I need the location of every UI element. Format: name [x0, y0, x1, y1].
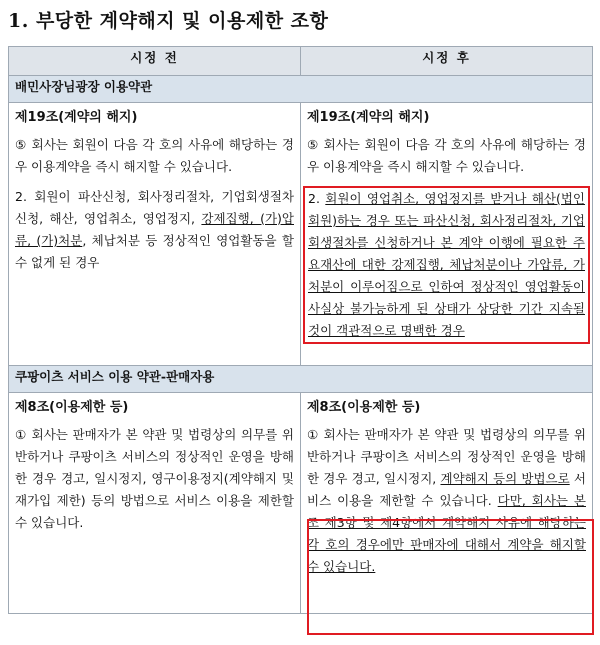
article-title: 제19조(계약의 해지) — [307, 110, 430, 125]
section-row — [9, 366, 593, 393]
underlined-text: 회원이 영업취소, 영업정지를 받거나 해산(법인 회원)하는 경우 또는 파산신청, 회사정리절차, 기업회생절차를 신청하거나 본 계약 이행에 필요한 주요재산에 대한 강제집행, 체납처분이나 가압류, 가처분이 이루어짐으로 인하여 정상적인 영업활동이 사실상 불가능하게 된 상태가 상당한 기간 지속될 것이 객관적으로 명백한 경우 — [308, 191, 586, 338]
header-before: 시정 전 — [9, 47, 301, 76]
article-title: 제19조(계약의 해지) — [15, 110, 138, 125]
before-cell — [9, 103, 301, 366]
after-cell — [301, 103, 593, 366]
article-title: 제8조(이용제한 등) — [15, 400, 129, 415]
after-cell — [301, 393, 593, 614]
table-header-row — [9, 47, 593, 76]
section-title-coupang: 쿠팡이츠 서비스 이용 약관-판매자용 — [9, 366, 593, 393]
highlight-box: 2. 회원이 영업취소, 영업정지를 받거나 해산(법인 회원)하는 경우 또는 파산신청, 회사정리절차, 기업회생절차를 신청하거나 본 계약 이행에 필요한 주요재산에 대한 강제집행, 체납처분이나 가압류, 가처분이 이루어짐으로 인하여 정상적인 영업활동이 사실상 불가능하게 된 상태가 상당한 기간 지속될 것이 객관적으로 명백한 경우 — [303, 186, 590, 344]
clause-paragraph: ⑤ 회사는 회원이 다음 각 호의 사유에 해당하는 경우 이용계약을 즉시 해지할 수 있습니다. — [307, 137, 586, 174]
section-title-baemin: 배민사장님광장 이용약관 — [9, 76, 593, 103]
underlined-text: 강제집행, (가)압류, (가)처분 — [15, 211, 294, 248]
clause-item: 2. 회원이 파산신청, 회사정리절차, 기업회생절차 신청, 해산, 영업취소, 영업정지, 강제집행, (가)압류, (가)처분, 체납처분 등 정상적인 영업활동을 할 수 없게 된 경우 — [15, 189, 294, 270]
clause-paragraph: ① 회사는 판매자가 본 약관 및 법령상의 의무를 위반하거나 쿠팡이츠 서비스의 정상적인 운영을 방해한 경우 경고, 일시정지, 계약해지 등의 방법으로 서비스 이용을 제한할 수 있습니다. 다만, 회사는 본 조 제3항 및 제4항에서 계약해지 사유에 해당하는 각 호의 경우에만 판매자에 대해서 계약을 해지할 수 있습니다. — [307, 427, 586, 574]
article-title: 제8조(이용제한 등) — [307, 400, 421, 415]
underlined-text: 계약해지 등의 방법으로 — [440, 471, 570, 486]
clause-paragraph: ① 회사는 판매자가 본 약관 및 법령상의 의무를 위반하거나 쿠팡이츠 서비스의 정상적인 운영을 방해한 경우 경고, 일시정지, 영구이용정지(계약해지 및 재가입 제한) 등의 방법으로 서비스 이용을 제한할 수 있습니다. — [15, 427, 294, 530]
page-title: 1. 부당한 계약해지 및 이용제한 조항 — [8, 10, 329, 32]
header-after: 시정 후 — [301, 47, 593, 76]
table-row — [9, 103, 593, 366]
section-row — [9, 76, 593, 103]
table-row — [9, 393, 593, 614]
comparison-table — [8, 46, 593, 614]
before-cell — [9, 393, 301, 614]
underlined-text: 다만, 회사는 본 조 제3항 및 제4항에서 계약해지 사유에 해당하는 각 호의 경우에만 판매자에 대해서 계약을 해지할 수 있습니다. — [307, 493, 586, 574]
clause-paragraph: ⑤ 회사는 회원이 다음 각 호의 사유에 해당하는 경우 이용계약을 즉시 해지할 수 있습니다. — [15, 137, 294, 174]
